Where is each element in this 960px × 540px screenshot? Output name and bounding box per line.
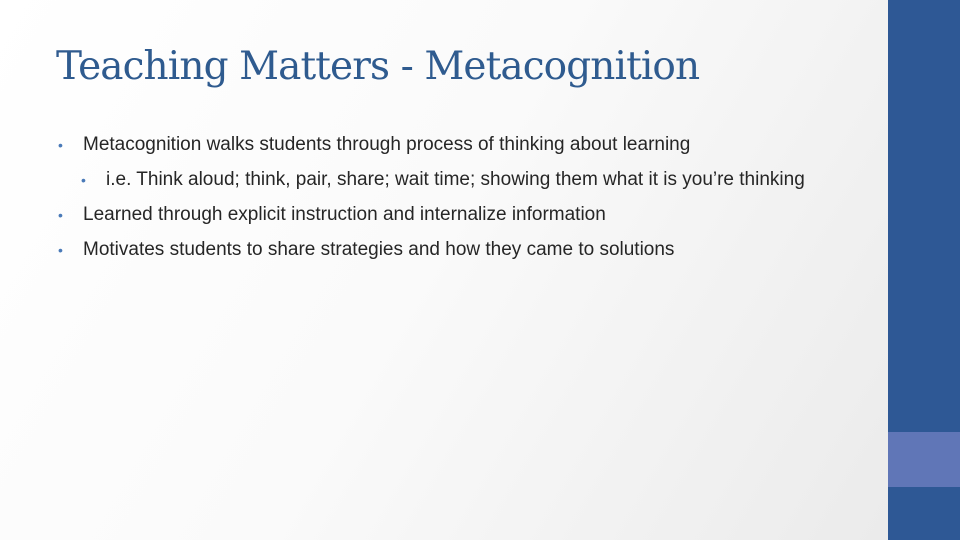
bullet-text: Metacognition walks students through process of thinking about learning	[83, 134, 691, 155]
bullet-item	[58, 130, 878, 160]
bullet-dot-icon: •	[58, 207, 63, 223]
bullet-item	[58, 200, 878, 230]
sub-bullet-text: i.e. Think aloud; think, pair, share; wait time; showing them what it is you’re thinking	[106, 169, 805, 190]
sub-bullet-item	[81, 165, 806, 195]
bullet-dot-icon: •	[58, 137, 63, 153]
bullet-text: Motivates students to share strategies and how they came to solutions	[83, 239, 675, 260]
side-accent-block	[888, 432, 960, 487]
bullet-dot-icon: •	[58, 242, 63, 258]
slide-title: Teaching Matters - Metacognition	[56, 44, 700, 89]
bullet-dot-icon: •	[81, 172, 86, 188]
bullet-item	[58, 235, 878, 265]
bullet-text: Learned through explicit instruction and internalize information	[83, 204, 606, 225]
bullet-list	[58, 130, 878, 270]
